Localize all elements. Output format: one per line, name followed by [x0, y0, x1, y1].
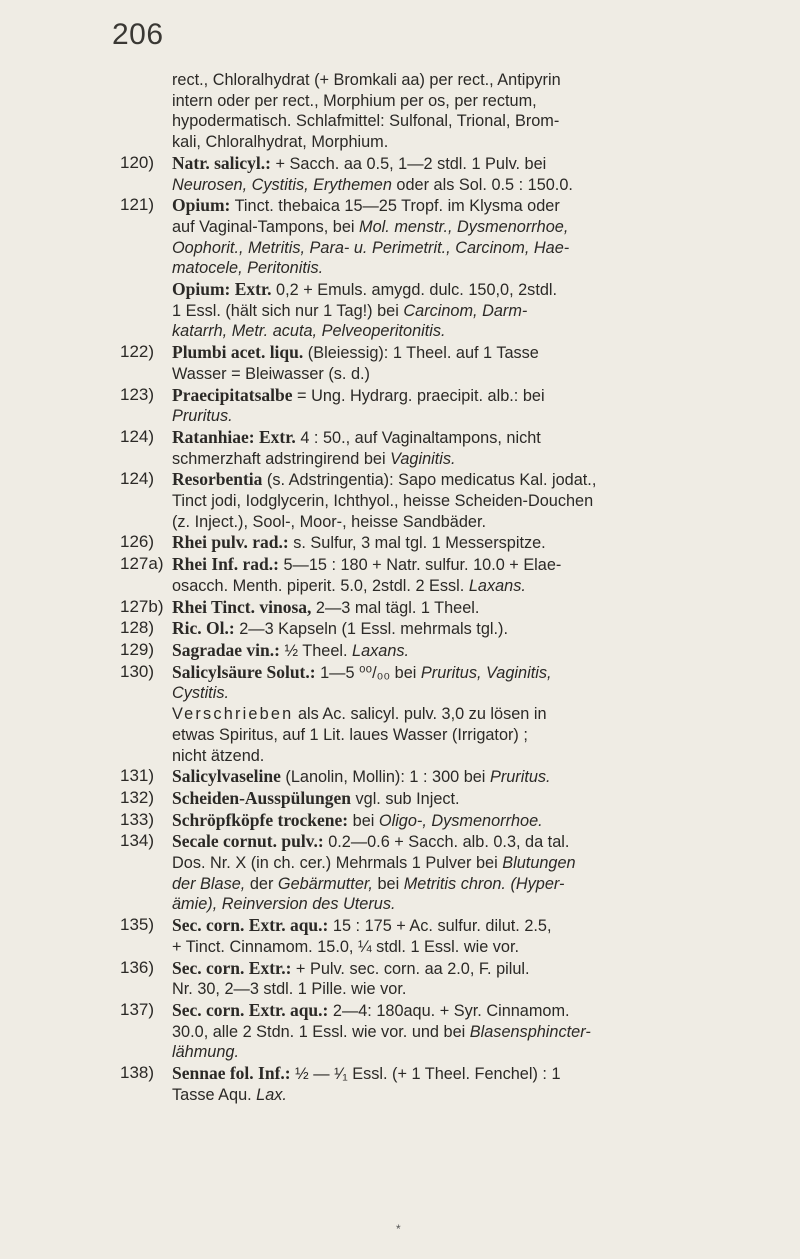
text-line [172, 427, 710, 449]
text-segment: bei [372, 874, 404, 893]
text-segment: Verschrieben [172, 705, 294, 724]
entry-heading: Resorbentia [172, 469, 263, 490]
entry-129 [120, 640, 710, 662]
entry-137 [120, 1000, 710, 1063]
text-line [172, 1000, 710, 1022]
text-segment: (Lanolin, Mollin): 1 : 300 bei [280, 768, 490, 787]
text-segment: vgl. sub Inject. [350, 789, 460, 808]
italic-text: Cystitis. [172, 684, 229, 703]
italic-text: Pruritus, Vaginitis, [420, 663, 552, 682]
italic-text: Pruritus. [172, 407, 233, 426]
text-line [172, 449, 710, 470]
text-line [172, 597, 710, 619]
text-line [172, 746, 710, 767]
entry-number: 132) [120, 787, 155, 807]
text-segment: 4 : 50., auf Vaginaltampons, nicht [295, 428, 541, 447]
text-line [172, 532, 710, 554]
text-line [172, 153, 710, 175]
entry-heading: Rhei Inf. rad.: [172, 554, 279, 575]
entry-number: 120) [120, 152, 155, 172]
entry-heading: Opium: [172, 195, 231, 216]
italic-text: Vaginitis. [390, 449, 456, 468]
text-segment: rect., Chloralhydrat (+ Bromkali aa) per rect., Antipyrin [172, 71, 561, 89]
entry-number: 124) [120, 426, 155, 446]
entry-number: 136) [120, 957, 155, 977]
text-segment: (z. Inject.), Sool-, Moor-, heisse Sandbäder. [172, 512, 487, 531]
entry-number: 121) [120, 195, 155, 215]
page-number: 206 [112, 18, 164, 51]
entry-124 [120, 427, 710, 469]
entry-130 [120, 662, 710, 767]
text-segment: 1 Essl. (hält sich nur 1 Tag!) bei [172, 301, 404, 320]
text-line [172, 217, 710, 238]
text-line [172, 111, 710, 132]
entry-number: 138) [120, 1063, 155, 1083]
text-line [172, 576, 710, 597]
text-line [172, 195, 710, 217]
entry-number: 135) [120, 915, 155, 935]
text-line [172, 279, 710, 301]
entry-heading: Rhei Tinct. vinosa, [172, 596, 312, 617]
entry-133 [120, 810, 710, 832]
text-line [172, 469, 710, 491]
text-line [172, 132, 710, 153]
italic-text: Laxans. [352, 641, 410, 660]
text-segment: oder als Sol. 0.5 : 150.0. [391, 175, 573, 194]
italic-text: Laxans. [468, 576, 526, 595]
entry-number: 124) [120, 469, 155, 489]
entry-heading: Plumbi acet. liqu. [172, 342, 304, 363]
entry-number: 131) [120, 766, 155, 786]
text-segment: 30.0, alle 2 Stdn. 1 Essl. wie vor. und bei [172, 1022, 470, 1041]
entry-127b [120, 597, 710, 619]
text-segment: osacch. Menth. piperit. 5.0, 2stdl. 2 Essl. [172, 576, 469, 595]
italic-text: ämie), Reinversion des Uterus. [172, 895, 396, 914]
entry-number: 126) [120, 532, 155, 552]
entry-heading: Salicylsäure Solut.: [172, 661, 316, 682]
text-segment: 15 : 175 + Ac. sulfur. dilut. 2.5, [328, 917, 552, 936]
italic-text: Oophorit., Metritis, Para- u. Perimetrit., Carcinom, Hae- [172, 238, 570, 257]
text-segment: s. Sulfur, 3 mal tgl. 1 Messerspitze. [288, 534, 546, 553]
text-segment: der [245, 874, 278, 893]
text-segment: Tinct. thebaica 15—25 Tropf. im Klysma oder [230, 197, 560, 216]
text-line [172, 70, 710, 91]
italic-text: Carcinom, Darm- [403, 301, 528, 320]
entry-number: 122) [120, 342, 155, 362]
entry-heading: Sagradae vin.: [172, 639, 280, 660]
entry-124 [120, 469, 710, 532]
entry-heading: Opium: Extr. [172, 279, 272, 300]
text-segment: 2—3 mal tägl. 1 Theel. [311, 598, 480, 617]
italic-text: matocele, Peritonitis. [172, 259, 324, 278]
entry-number: 127b) [120, 596, 164, 616]
text-segment: 0.2—0.6 + Sacch. alb. 0.3, da tal. [323, 833, 570, 852]
entry-136 [120, 958, 710, 1000]
italic-text: Neurosen, Cystitis, Erythemen [172, 175, 392, 194]
text-segment: nicht ätzend. [172, 746, 265, 765]
page-body [120, 70, 710, 1105]
text-line [172, 788, 710, 810]
entry-heading: Praecipitatsalbe [172, 384, 293, 405]
text-line [172, 618, 710, 640]
text-segment: 2—3 Kapseln (1 Essl. mehrmals tgl.). [234, 620, 508, 639]
text-line [172, 704, 710, 725]
text-line [172, 831, 710, 853]
text-segment: Tinct jodi, Iodglycerin, Ichthyol., heisse Scheiden-Douchen [172, 492, 594, 511]
entry-number: 133) [120, 809, 155, 829]
text-line [172, 915, 710, 937]
text-segment: 5—15 : 180 + Natr. sulfur. 10.0 + Elae- [278, 556, 562, 575]
text-line [172, 725, 710, 746]
text-line [172, 1063, 710, 1085]
text-segment: + Pulv. sec. corn. aa 2.0, F. pilul. [291, 959, 530, 978]
text-segment: 2—4: 180aqu. + Syr. Cinnamom. [328, 1001, 570, 1020]
italic-text: Pruritus. [489, 768, 551, 787]
text-segment: etwas Spiritus, auf 1 Lit. laues Wasser (Irrigator) ; [172, 725, 528, 744]
text-segment: (Bleiessig): 1 Theel. auf 1 Tasse [303, 344, 539, 363]
text-line [172, 385, 710, 407]
text-line [172, 175, 710, 196]
text-line [172, 874, 710, 895]
text-segment: Nr. 30, 2—3 stdl. 1 Pille. wie vor. [172, 980, 407, 999]
text-line [172, 1022, 710, 1043]
text-line [172, 321, 710, 342]
text-line [172, 554, 710, 576]
text-line [172, 937, 710, 958]
text-segment: auf Vaginal-Tampons, bei [172, 217, 360, 236]
text-segment: = Ung. Hydrarg. praecipit. alb.: bei [292, 386, 545, 405]
entry-heading: Secale cornut. pulv.: [172, 831, 324, 852]
text-segment: + Sacch. aa 0.5, 1—2 stdl. 1 Pulv. bei [271, 154, 547, 173]
entry-heading: Natr. salicyl.: [172, 152, 271, 173]
entry-127a [120, 554, 710, 596]
text-line [172, 640, 710, 662]
text-segment: 1—5 ⁰⁰/₀₀ bei [315, 663, 421, 682]
entry-126 [120, 532, 710, 554]
text-line [172, 364, 710, 385]
italic-text: Oligo-, Dysmenorrhoe. [378, 811, 543, 830]
text-segment: + Tinct. Cinnamom. 15.0, ¼ stdl. 1 Essl. wie vor. [172, 937, 520, 956]
italic-text: der Blase, [172, 874, 246, 893]
entry-123 [120, 385, 710, 427]
entry-135 [120, 915, 710, 957]
text-segment: Dos. Nr. X (in ch. cer.) Mehrmals 1 Pulver bei [172, 854, 503, 873]
text-segment: Wasser = Bleiwasser (s. d.) [172, 364, 370, 383]
entry-131 [120, 766, 710, 788]
entry-number: 130) [120, 661, 155, 681]
text-line [172, 258, 710, 279]
text-line [172, 683, 710, 704]
text-segment: (s. Adstringentia): Sapo medicatus Kal. jodat., [262, 471, 597, 490]
entry-heading: Salicylvaseline [172, 766, 281, 787]
entry-heading: Sec. corn. Extr. aqu.: [172, 999, 329, 1020]
italic-text: katarrh, Metr. acuta, Pelveoperitonitis. [172, 322, 446, 341]
text-line [172, 766, 710, 788]
text-line [172, 342, 710, 364]
text-line [172, 662, 710, 684]
entry-heading: Sec. corn. Extr. aqu.: [172, 915, 329, 936]
italic-text: Blutungen [502, 854, 576, 873]
entry-number: 127a) [120, 554, 164, 574]
entry-134 [120, 831, 710, 915]
italic-text: Lax. [256, 1085, 287, 1104]
text-segment: bei [348, 811, 379, 830]
italic-text: Gebärmutter, [277, 874, 373, 893]
text-line [172, 491, 710, 512]
entry-number: 137) [120, 999, 155, 1019]
text-segment: Tasse Aqu. [172, 1085, 257, 1104]
entry-121 [120, 195, 710, 342]
text-segment: intern oder per rect., Morphium per os, per rectum, [172, 91, 537, 110]
entry-heading: Rhei pulv. rad.: [172, 532, 289, 553]
italic-text: Mol. menstr., Dysmenorrhoe, [359, 217, 569, 236]
entry-heading: Schröpfköpfe trockene: [172, 809, 349, 830]
text-line [172, 512, 710, 533]
entry-132 [120, 788, 710, 810]
entry-number: 123) [120, 384, 155, 404]
italic-text: Metritis chron. (Hyper- [403, 874, 565, 893]
footer-mark: * [396, 1222, 401, 1236]
text-segment: ½ Theel. [279, 641, 353, 660]
entry-heading: Ric. Ol.: [172, 618, 235, 639]
entry-continuation [120, 70, 710, 153]
text-segment: hypodermatisch. Schlafmittel: Sulfonal, Trional, Brom- [172, 112, 560, 131]
text-segment: als Ac. salicyl. pulv. 3,0 zu lösen in [293, 705, 547, 724]
text-line [172, 91, 710, 112]
text-segment: ½ — ¹⁄₁ Essl. (+ 1 Theel. Fenchel) : 1 [290, 1065, 561, 1084]
text-segment: schmerzhaft adstringirend bei [172, 449, 391, 468]
text-line [172, 979, 710, 1000]
text-line [172, 1085, 710, 1106]
text-line [172, 406, 710, 427]
text-line [172, 810, 710, 832]
italic-text: Blasensphincter- [469, 1022, 591, 1041]
entry-128 [120, 618, 710, 640]
entry-heading: Sennae fol. Inf.: [172, 1063, 291, 1084]
text-line [172, 1042, 710, 1063]
entry-heading: Ratanhiae: Extr. [172, 426, 296, 447]
entry-number: 129) [120, 639, 155, 659]
entry-heading: Sec. corn. Extr.: [172, 957, 292, 978]
text-segment: 0,2 + Emuls. amygd. dulc. 150,0, 2stdl. [271, 281, 558, 300]
text-segment: kali, Chloralhydrat, Morphium. [172, 133, 389, 152]
text-line [172, 301, 710, 322]
entry-122 [120, 342, 710, 384]
italic-text: lähmung. [172, 1043, 239, 1062]
text-line [172, 238, 710, 259]
text-line [172, 958, 710, 980]
entry-heading: Scheiden-Ausspülungen [172, 787, 351, 808]
entry-number: 134) [120, 831, 155, 851]
entry-number: 128) [120, 618, 155, 638]
text-line [172, 853, 710, 874]
text-line [172, 894, 710, 915]
entry-138 [120, 1063, 710, 1105]
entry-120 [120, 153, 710, 195]
